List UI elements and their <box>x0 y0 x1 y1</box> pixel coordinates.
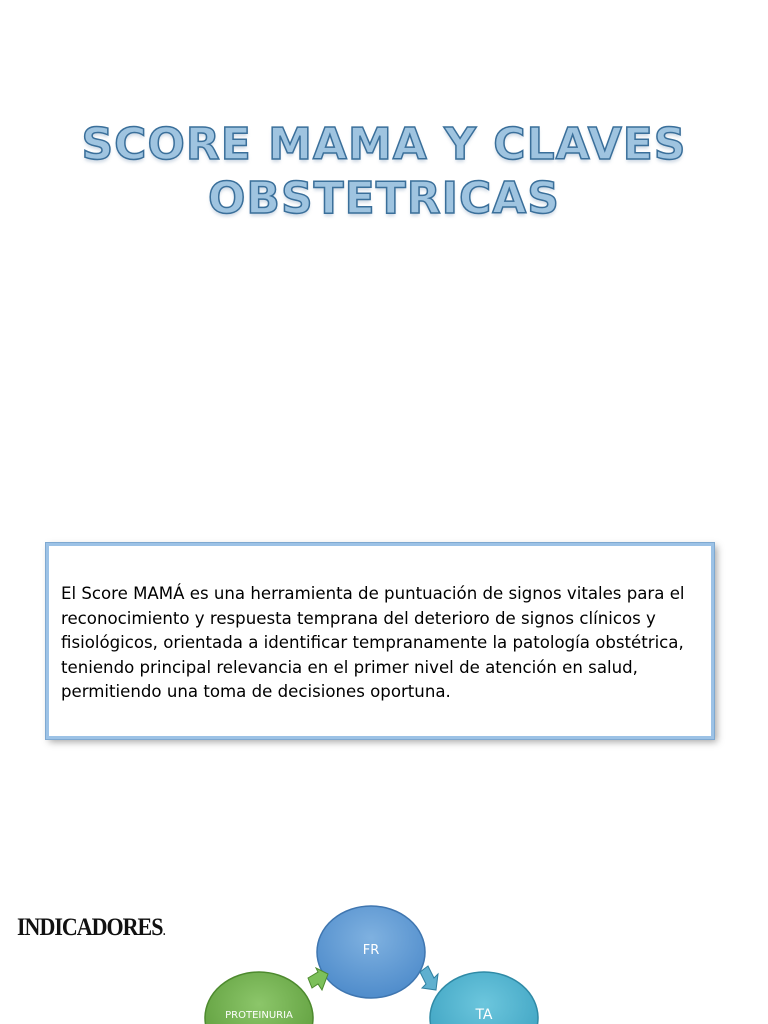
indicadores-label: INDICADORES <box>17 912 163 941</box>
definition-text: El Score MAMÁ es una herramienta de puntuación de signos vitales para el reconocimiento y respuesta temprana del deterioro de signos clínicos y fisiológicos, orientada a identificar tempranamente la patología obstétrica, teniendo principal relevancia en el primer nivel de atención en salud, permitiendo una toma de decisiones oportuna. <box>61 584 685 701</box>
node-proteinuria-label: PROTEINURIA <box>225 1010 293 1021</box>
node-fr-label: FR <box>362 943 380 958</box>
indicadores-punct: . <box>162 922 165 940</box>
title-line-1: SCORE MAMA Y CLAVES <box>81 119 687 170</box>
title-line-2: OBSTETRICAS <box>208 173 560 224</box>
node-ta-label: TA <box>475 1007 493 1023</box>
arrow-fr-to-ta-icon <box>420 966 438 990</box>
